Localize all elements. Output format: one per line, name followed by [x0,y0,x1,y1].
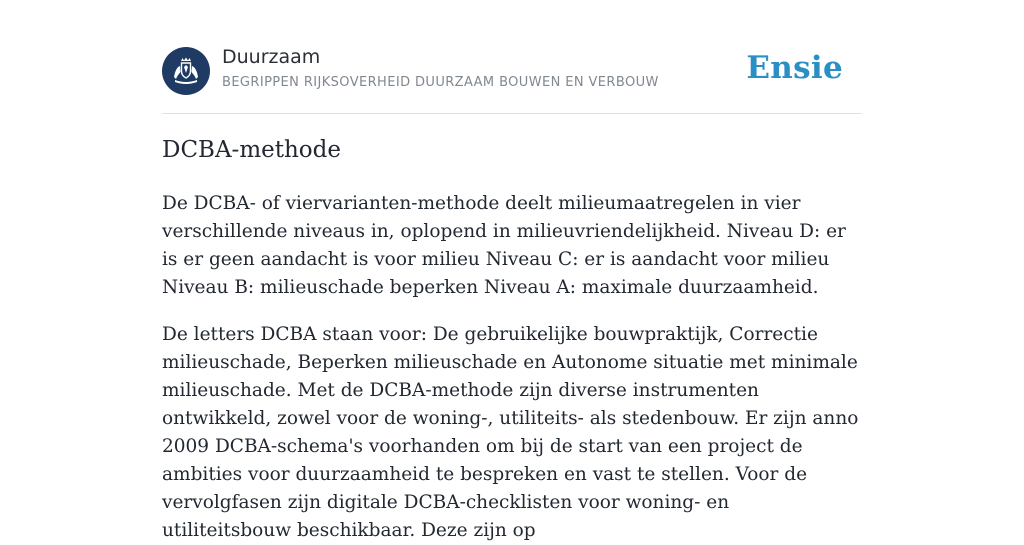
article-paragraph-1: De DCBA- of viervarianten-methode deelt milieumaatregelen in vier verschillende niveaus in, oplopend in milieuvriendelijkheid. Niveau D: er is er geen aandacht is voor milieu Niveau C: er is aandacht voor milieu Niveau B: milieuschade beperken Niveau A: maximale duurzaamheid. [162,193,846,298]
article-paragraph-2: De letters DCBA staan voor: De gebruikelijke bouwpraktijk, Correctie milieuschade, Beperken milieuschade en Autonome situatie met minimale milieuschade. Met de DCBA-methode zijn diverse instrumenten ontwikkeld, zowel voor de woning-, utiliteits- als stedenbouw. Er zijn anno 2009 DCBA-schema's voorhanden om bij de start van een project de ambities voor duurzaamheid te bespreken en vast te stellen. Voor de vervolgfasen zijn digitale DCBA-checklisten voor woning- en utiliteitsbouw beschikbaar. Deze zijn op [162,324,859,541]
site-title[interactable]: Duurzaam [222,46,321,68]
site-header [162,0,862,114]
article-title: DCBA-methode [162,137,341,163]
crest-svg [169,54,203,88]
site-subtitle: BEGRIPPEN RIJKSOVERHEID DUURZAAM BOUWEN EN VERBOUW [222,75,659,90]
page-container [162,0,862,541]
ensie-logo[interactable]: Ensie [746,50,843,86]
rijksoverheid-crest-icon[interactable] [162,47,210,95]
